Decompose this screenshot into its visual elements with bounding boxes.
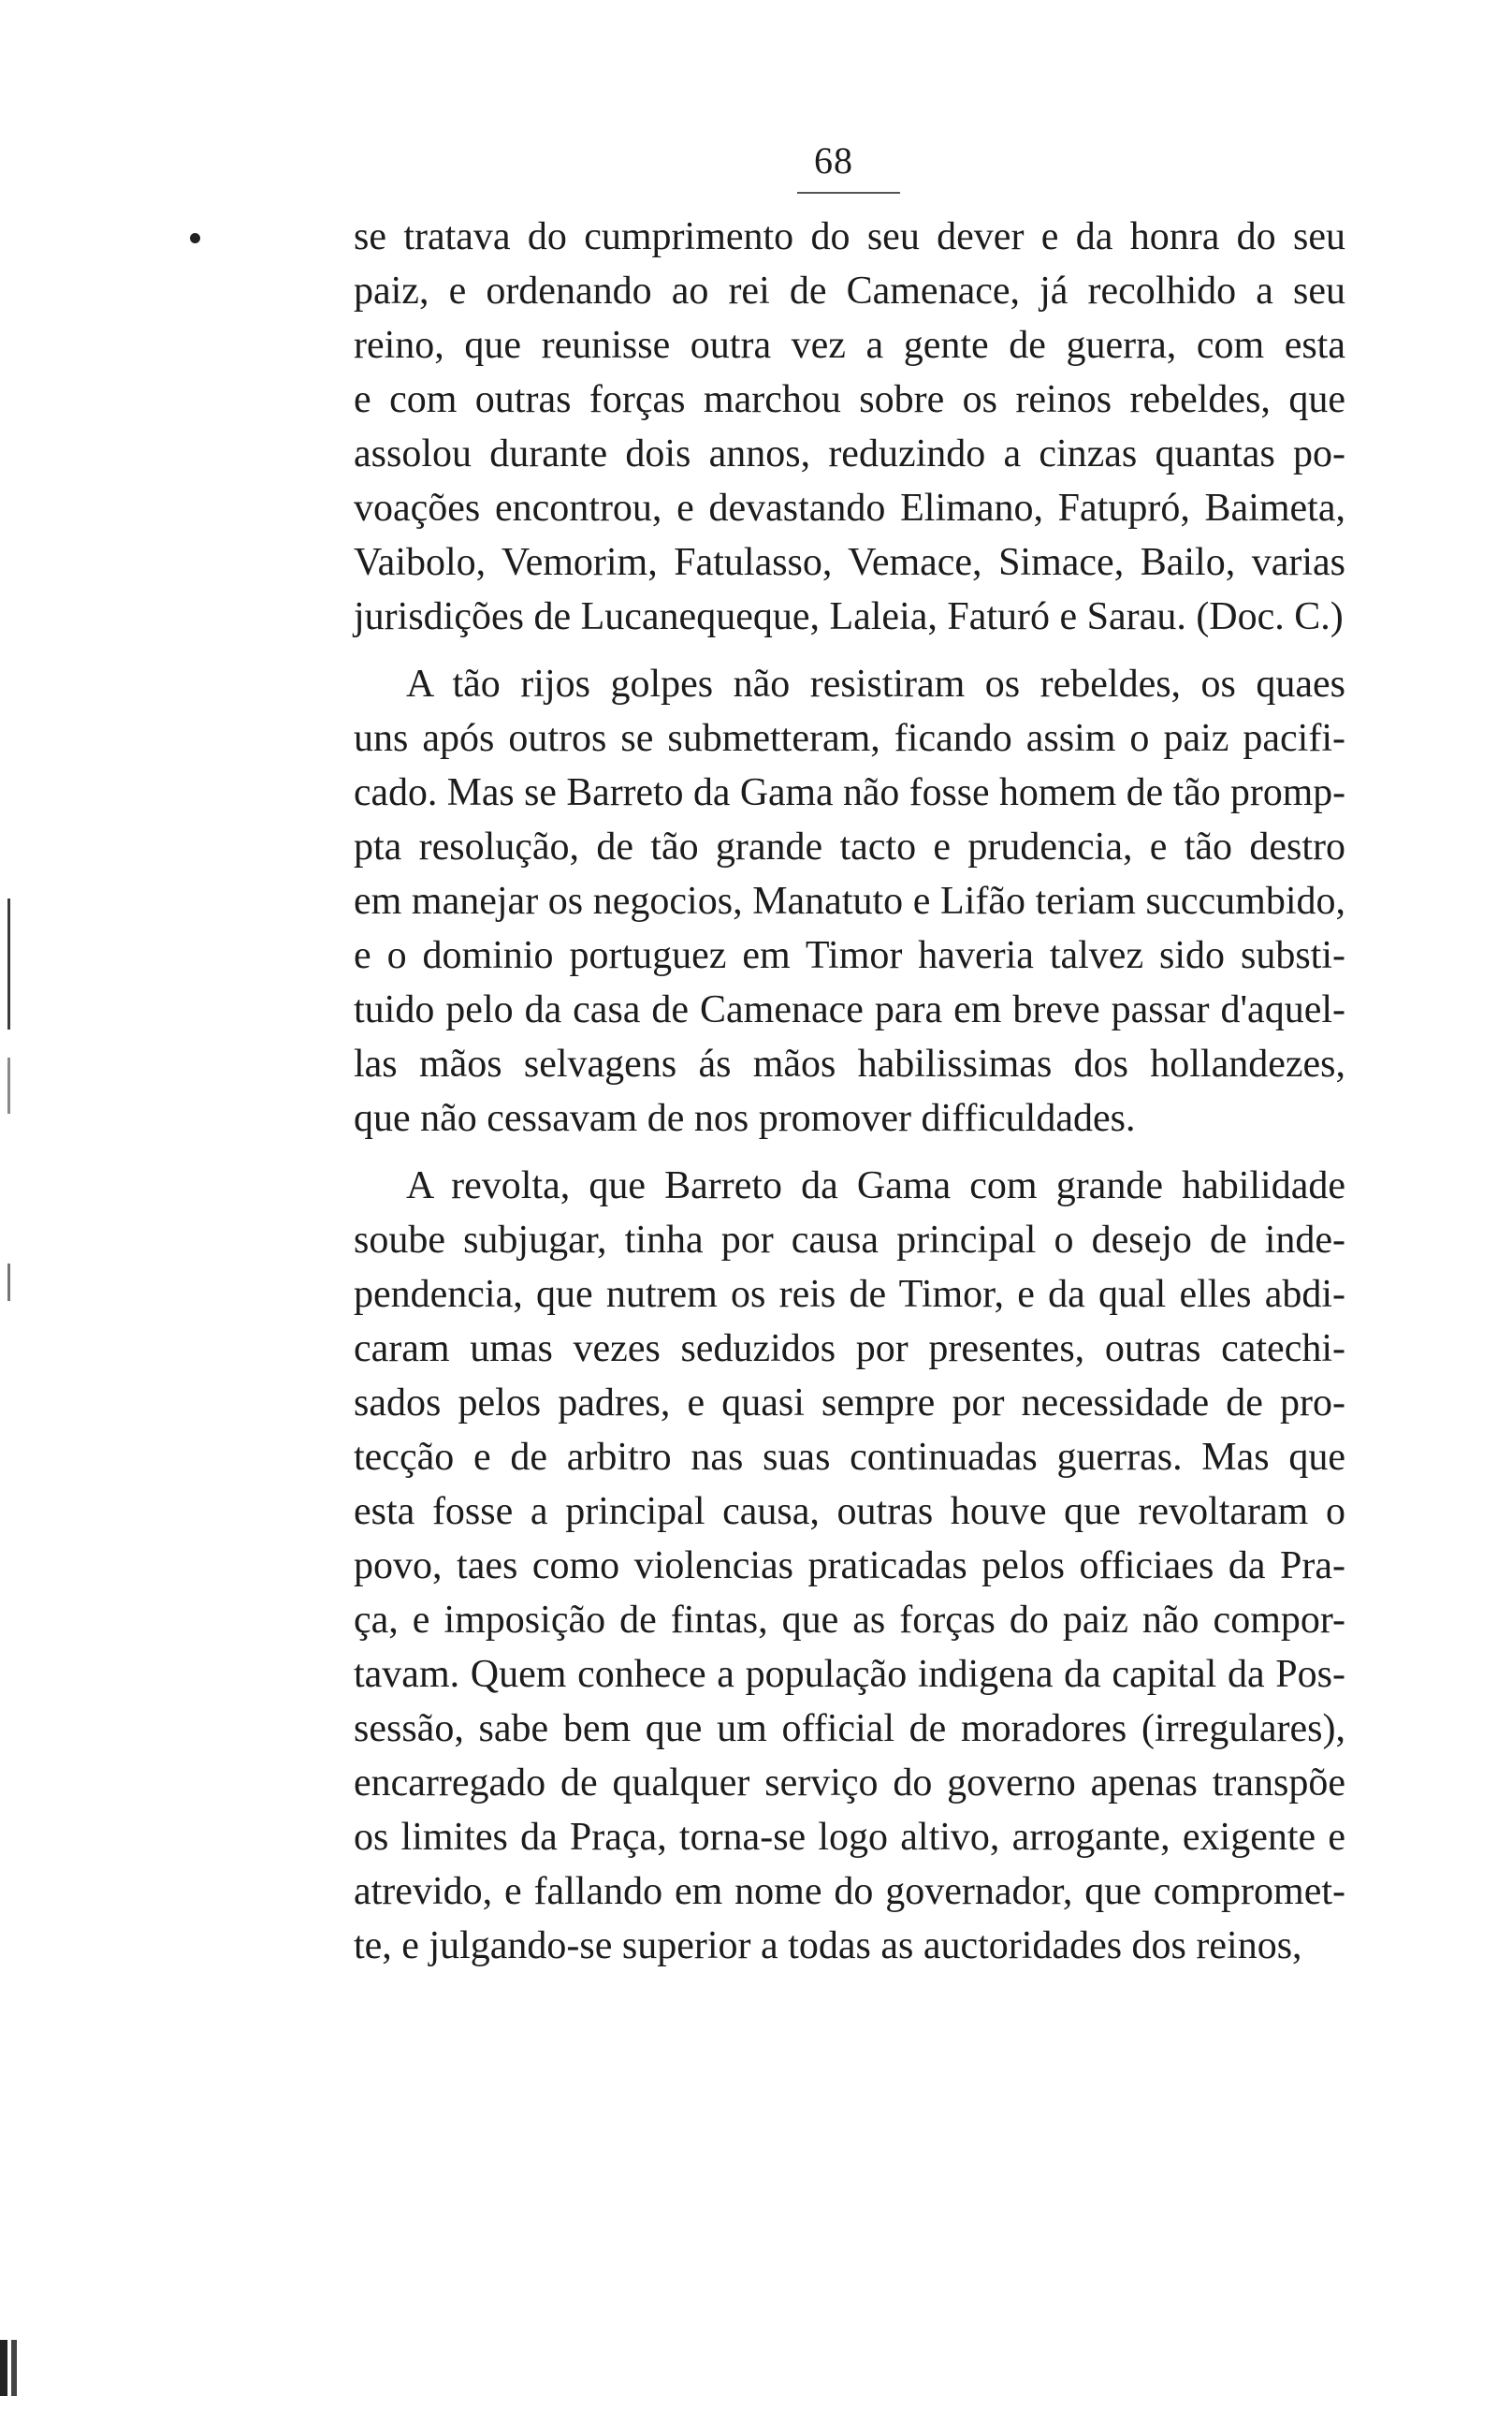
paragraph	[354, 210, 1345, 644]
margin-scan-mark	[7, 1264, 10, 1301]
text-line: las mãos selvagens ás mãos habilissimas dos hollandezes,	[354, 1043, 1345, 1086]
paragraph-gap	[354, 644, 1345, 657]
text-line: pta resolução, de tão grande tacto e prudencia, e tão destro	[354, 826, 1345, 869]
text-line: se tratava do cumprimento do seu dever e da honra do seu	[354, 215, 1345, 258]
paragraph	[354, 1159, 1345, 1973]
paragraph-gap	[354, 1146, 1345, 1159]
text-line: A revolta, que Barreto da Gama com grande habilidade	[406, 1164, 1345, 1207]
text-line: sessão, sabe bem que um official de moradores (irregulares),	[354, 1707, 1345, 1750]
text-line: tecção e de arbitro nas suas continuadas guerras. Mas que	[354, 1436, 1345, 1479]
margin-scan-mark	[7, 899, 10, 1030]
text-line: voações encontrou, e devastando Elimano, Fatupró, Baimeta,	[354, 487, 1345, 530]
text-line: te, e julgando-se superior a todas as auctoridades dos reinos,	[354, 1924, 1302, 1967]
text-line: encarregado de qualquer serviço do governo apenas transpõe	[354, 1761, 1345, 1805]
text-line: que não cessavam de nos promover difficuldades.	[354, 1097, 1136, 1140]
text-line: assolou durante dois annos, reduzindo a cinzas quantas po-	[354, 432, 1345, 475]
text-line: povo, taes como violencias praticadas pelos officiaes da Pra-	[354, 1544, 1345, 1587]
text-line: em manejar os negocios, Manatuto e Lifão teriam succumbido,	[354, 880, 1345, 923]
text-line: e o dominio portuguez em Timor haveria talvez sido substi-	[354, 934, 1345, 977]
page-number: 68	[814, 139, 853, 182]
text-line: jurisdições de Lucanequeque, Laleia, Faturó e Sarau. (Doc. C.)	[354, 595, 1344, 638]
text-line: cado. Mas se Barreto da Gama não fosse homem de tão promp-	[354, 771, 1345, 814]
text-line: atrevido, e fallando em nome do governador, que compromet-	[354, 1870, 1345, 1913]
paragraph	[354, 657, 1345, 1146]
header-rule	[797, 192, 900, 194]
text-line: Vaibolo, Vemorim, Fatulasso, Vemace, Simace, Bailo, varias	[354, 541, 1345, 584]
text-line: os limites da Praça, torna-se logo altivo, arrogante, exigente e	[354, 1816, 1345, 1859]
text-line: paiz, e ordenando ao rei de Camenace, já recolhido a seu	[354, 270, 1345, 313]
margin-dot	[190, 233, 200, 243]
body-text	[354, 210, 1345, 1973]
margin-scan-mark	[7, 1058, 10, 1114]
text-line: e com outras forças marchou sobre os reinos rebeldes, que	[354, 378, 1345, 421]
text-line: soube subjugar, tinha por causa principal o desejo de inde-	[354, 1219, 1345, 1262]
text-line: tavam. Quem conhece a população indigena da capital da Pos-	[354, 1653, 1345, 1696]
text-line: caram umas vezes seduzidos por presentes, outras catechi-	[354, 1327, 1345, 1370]
text-line: tuido pelo da casa de Camenace para em breve passar d'aquel-	[354, 988, 1345, 1031]
text-line: uns após outros se submetteram, ficando assim o paiz pacifi-	[354, 717, 1345, 760]
corner-scan-mark	[0, 2340, 24, 2396]
text-line: A tão rijos golpes não resistiram os rebeldes, os quaes	[406, 663, 1345, 706]
text-line: esta fosse a principal causa, outras houve que revoltaram o	[354, 1490, 1345, 1533]
text-line: sados pelos padres, e quasi sempre por necessidade de pro-	[354, 1381, 1345, 1425]
text-line: reino, que reunisse outra vez a gente de guerra, com esta	[354, 324, 1345, 367]
text-line: pendencia, que nutrem os reis de Timor, e da qual elles abdi-	[354, 1273, 1345, 1316]
text-line: ça, e imposição de fintas, que as forças do paiz não compor-	[354, 1599, 1345, 1642]
